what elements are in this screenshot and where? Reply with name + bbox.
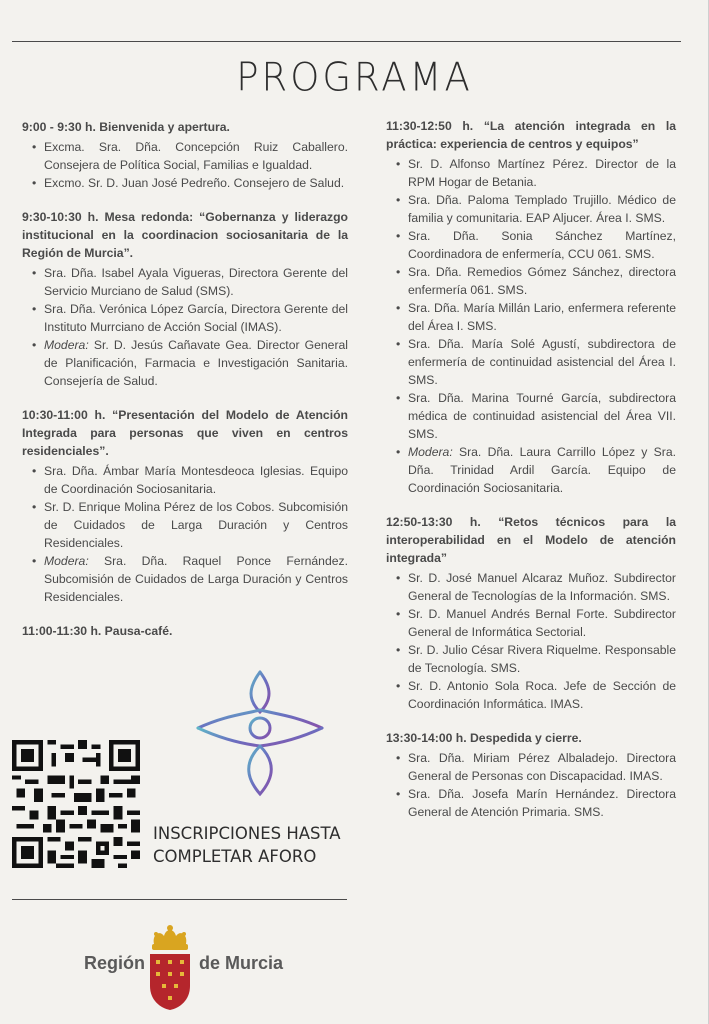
session-heading: 10:30-11:00 h. “Presentación del Modelo de Atención Integrada para personas que viven en centros residenciales”. bbox=[22, 408, 348, 458]
page-title: PROGRAMA bbox=[236, 54, 473, 101]
speaker-text: Sr. D. Julio César Rivera Riquelme. Responsable de Tecnología. SMS. bbox=[408, 643, 676, 675]
right-column bbox=[386, 117, 676, 837]
bottom-divider bbox=[12, 899, 347, 900]
speaker-text: Excma. Sra. Dña. Concepción Ruiz Caballero. Consejera de Política Social, Familias e Igualdad. bbox=[44, 140, 348, 172]
speaker-item bbox=[386, 677, 676, 713]
moderator-label: Modera: bbox=[44, 338, 89, 352]
speaker-text: Sra. Dña. Sonia Sánchez Martínez, Coordinadora de enfermería, CCU 061. SMS. bbox=[408, 229, 676, 261]
speaker-item bbox=[22, 498, 348, 552]
speaker-item bbox=[386, 335, 676, 389]
speaker-item bbox=[386, 155, 676, 191]
speaker-text: Sra. Dña. Raquel Ponce Fernández. Subcomisión de Cuidados de Larga Duración y Centros Residenciales. bbox=[44, 554, 348, 604]
speaker-item bbox=[386, 605, 676, 641]
speaker-text: Sra. Dña. Miriam Pérez Albaladejo. Directora General de Personas con Discapacidad. IMAS. bbox=[408, 751, 676, 783]
speaker-list bbox=[22, 264, 348, 390]
top-divider bbox=[12, 41, 681, 42]
speaker-list bbox=[386, 569, 676, 713]
program-session bbox=[22, 406, 348, 606]
program-session bbox=[386, 117, 676, 497]
speaker-text: Sra. Dña. Laura Carrillo López y Sra. Dña. Trinidad Ardil García. Equipo de Coordinación Sociosanitaria. bbox=[408, 445, 676, 495]
speaker-item bbox=[386, 227, 676, 263]
speaker-text: Sr. D. José Manuel Alcaraz Muñoz. Subdirector General de Tecnologías de la Información. SMS. bbox=[408, 571, 676, 603]
session-heading: 11:30-12:50 h. “La atención integrada en la práctica: experiencia de centros y equipos” bbox=[386, 119, 676, 151]
speaker-item bbox=[22, 462, 348, 498]
speaker-text: Sra. Dña. María Millán Lario, enfermera referente del Área I. SMS. bbox=[408, 301, 676, 333]
speaker-text: Sra. Dña. Remedios Gómez Sánchez, directora enfermería 061. SMS. bbox=[408, 265, 676, 297]
speaker-text: Sra. Dña. Paloma Templado Trujillo. Médico de familia y comunitaria. EAP Aljucer. Área I. SMS. bbox=[408, 193, 676, 225]
speaker-item bbox=[22, 264, 348, 300]
program-session bbox=[22, 208, 348, 390]
speaker-text: Sr. D. Manuel Andrés Bernal Forte. Subdirector General de Informática Sectorial. bbox=[408, 607, 676, 639]
coffee-break: 11:00-11:30 h. Pausa-café. bbox=[22, 624, 173, 638]
speaker-item bbox=[386, 749, 676, 785]
qr-code[interactable] bbox=[12, 740, 140, 868]
speaker-text: Sr. D. Jesús Cañavate Gea. Director General de Planificación, Farmacia e Investigación Sanitaria. Consejería de Salud. bbox=[44, 338, 348, 388]
speaker-text: Sr. D. Antonio Sola Roca. Jefe de Sección de Coordinación Informática. IMAS. bbox=[408, 679, 676, 711]
speaker-item bbox=[386, 569, 676, 605]
speaker-text: Sra. Dña. María Solé Agustí, subdirectora de enfermería de continuidad asistencial del Área I. SMS. bbox=[408, 337, 676, 387]
speaker-item bbox=[386, 299, 676, 335]
speaker-text: Excmo. Sr. D. Juan José Pedreño. Consejero de Salud. bbox=[44, 176, 345, 190]
speaker-text: Sr. D. Enrique Molina Pérez de los Cobos. Subcomisión de Cuidados de Larga Duración y Centros Residenciales. bbox=[44, 500, 348, 550]
left-blocks bbox=[22, 118, 348, 606]
speaker-list bbox=[22, 462, 348, 606]
speaker-text: Sra. Dña. Isabel Ayala Vigueras, Directora Gerente del Servicio Murciano de Salud (SMS). bbox=[44, 266, 348, 298]
left-column bbox=[22, 118, 348, 640]
speaker-text: Sr. D. Alfonso Martínez Pérez. Director de la RPM Hogar de Betania. bbox=[408, 157, 676, 189]
speaker-item bbox=[22, 138, 348, 174]
program-session bbox=[386, 729, 676, 821]
speaker-item bbox=[386, 443, 676, 497]
speaker-text: Sra. Dña. Ámbar María Montesdeoca Iglesias. Equipo de Coordinación Sociosanitaria. bbox=[44, 464, 348, 496]
region-de-murcia-shield-icon bbox=[146, 924, 194, 1012]
speaker-item bbox=[386, 641, 676, 677]
footer-region-text: Región bbox=[84, 953, 145, 973]
speaker-text: Sra. Dña. Verónica López García, Directora Gerente del Instituto Murrciano de Acción Social (IMAS). bbox=[44, 302, 348, 334]
program-session bbox=[22, 118, 348, 192]
footer-murcia-text: de Murcia bbox=[199, 953, 284, 973]
speaker-text: Sra. Dña. Marina Tourné García, subdirectora médica de continuidad asistencial del Área VII. SMS. bbox=[408, 391, 676, 441]
speaker-list bbox=[386, 749, 676, 821]
speaker-item bbox=[22, 174, 348, 192]
program-session bbox=[386, 513, 676, 713]
moderator-label: Modera: bbox=[44, 554, 89, 568]
integrated-care-figure-icon bbox=[194, 666, 326, 798]
speaker-text: Sra. Dña. Josefa Marín Hernández. Directora General de Atención Primaria. SMS. bbox=[408, 787, 676, 819]
moderator-label: Modera: bbox=[408, 445, 453, 459]
speaker-item bbox=[22, 300, 348, 336]
registration-notice: INSCRIPCIONES HASTA COMPLETAR AFORO bbox=[153, 824, 341, 866]
speaker-list bbox=[22, 138, 348, 192]
session-heading: 13:30-14:00 h. Despedida y cierre. bbox=[386, 731, 582, 745]
speaker-list bbox=[386, 155, 676, 497]
speaker-item bbox=[386, 389, 676, 443]
session-heading: 9:00 - 9:30 h. Bienvenida y apertura. bbox=[22, 120, 230, 134]
speaker-item bbox=[22, 552, 348, 606]
speaker-item bbox=[386, 263, 676, 299]
speaker-item bbox=[386, 785, 676, 821]
right-blocks bbox=[386, 117, 676, 821]
speaker-item bbox=[22, 336, 348, 390]
session-heading: 12:50-13:30 h. “Retos técnicos para la interoperabilidad en el Modelo de atención integrada” bbox=[386, 515, 676, 565]
speaker-item bbox=[386, 191, 676, 227]
session-heading: 9:30-10:30 h. Mesa redonda: “Gobernanza y liderazgo institucional en la coordinacion sociosanitaria de la Región de Murcia”. bbox=[22, 210, 348, 260]
